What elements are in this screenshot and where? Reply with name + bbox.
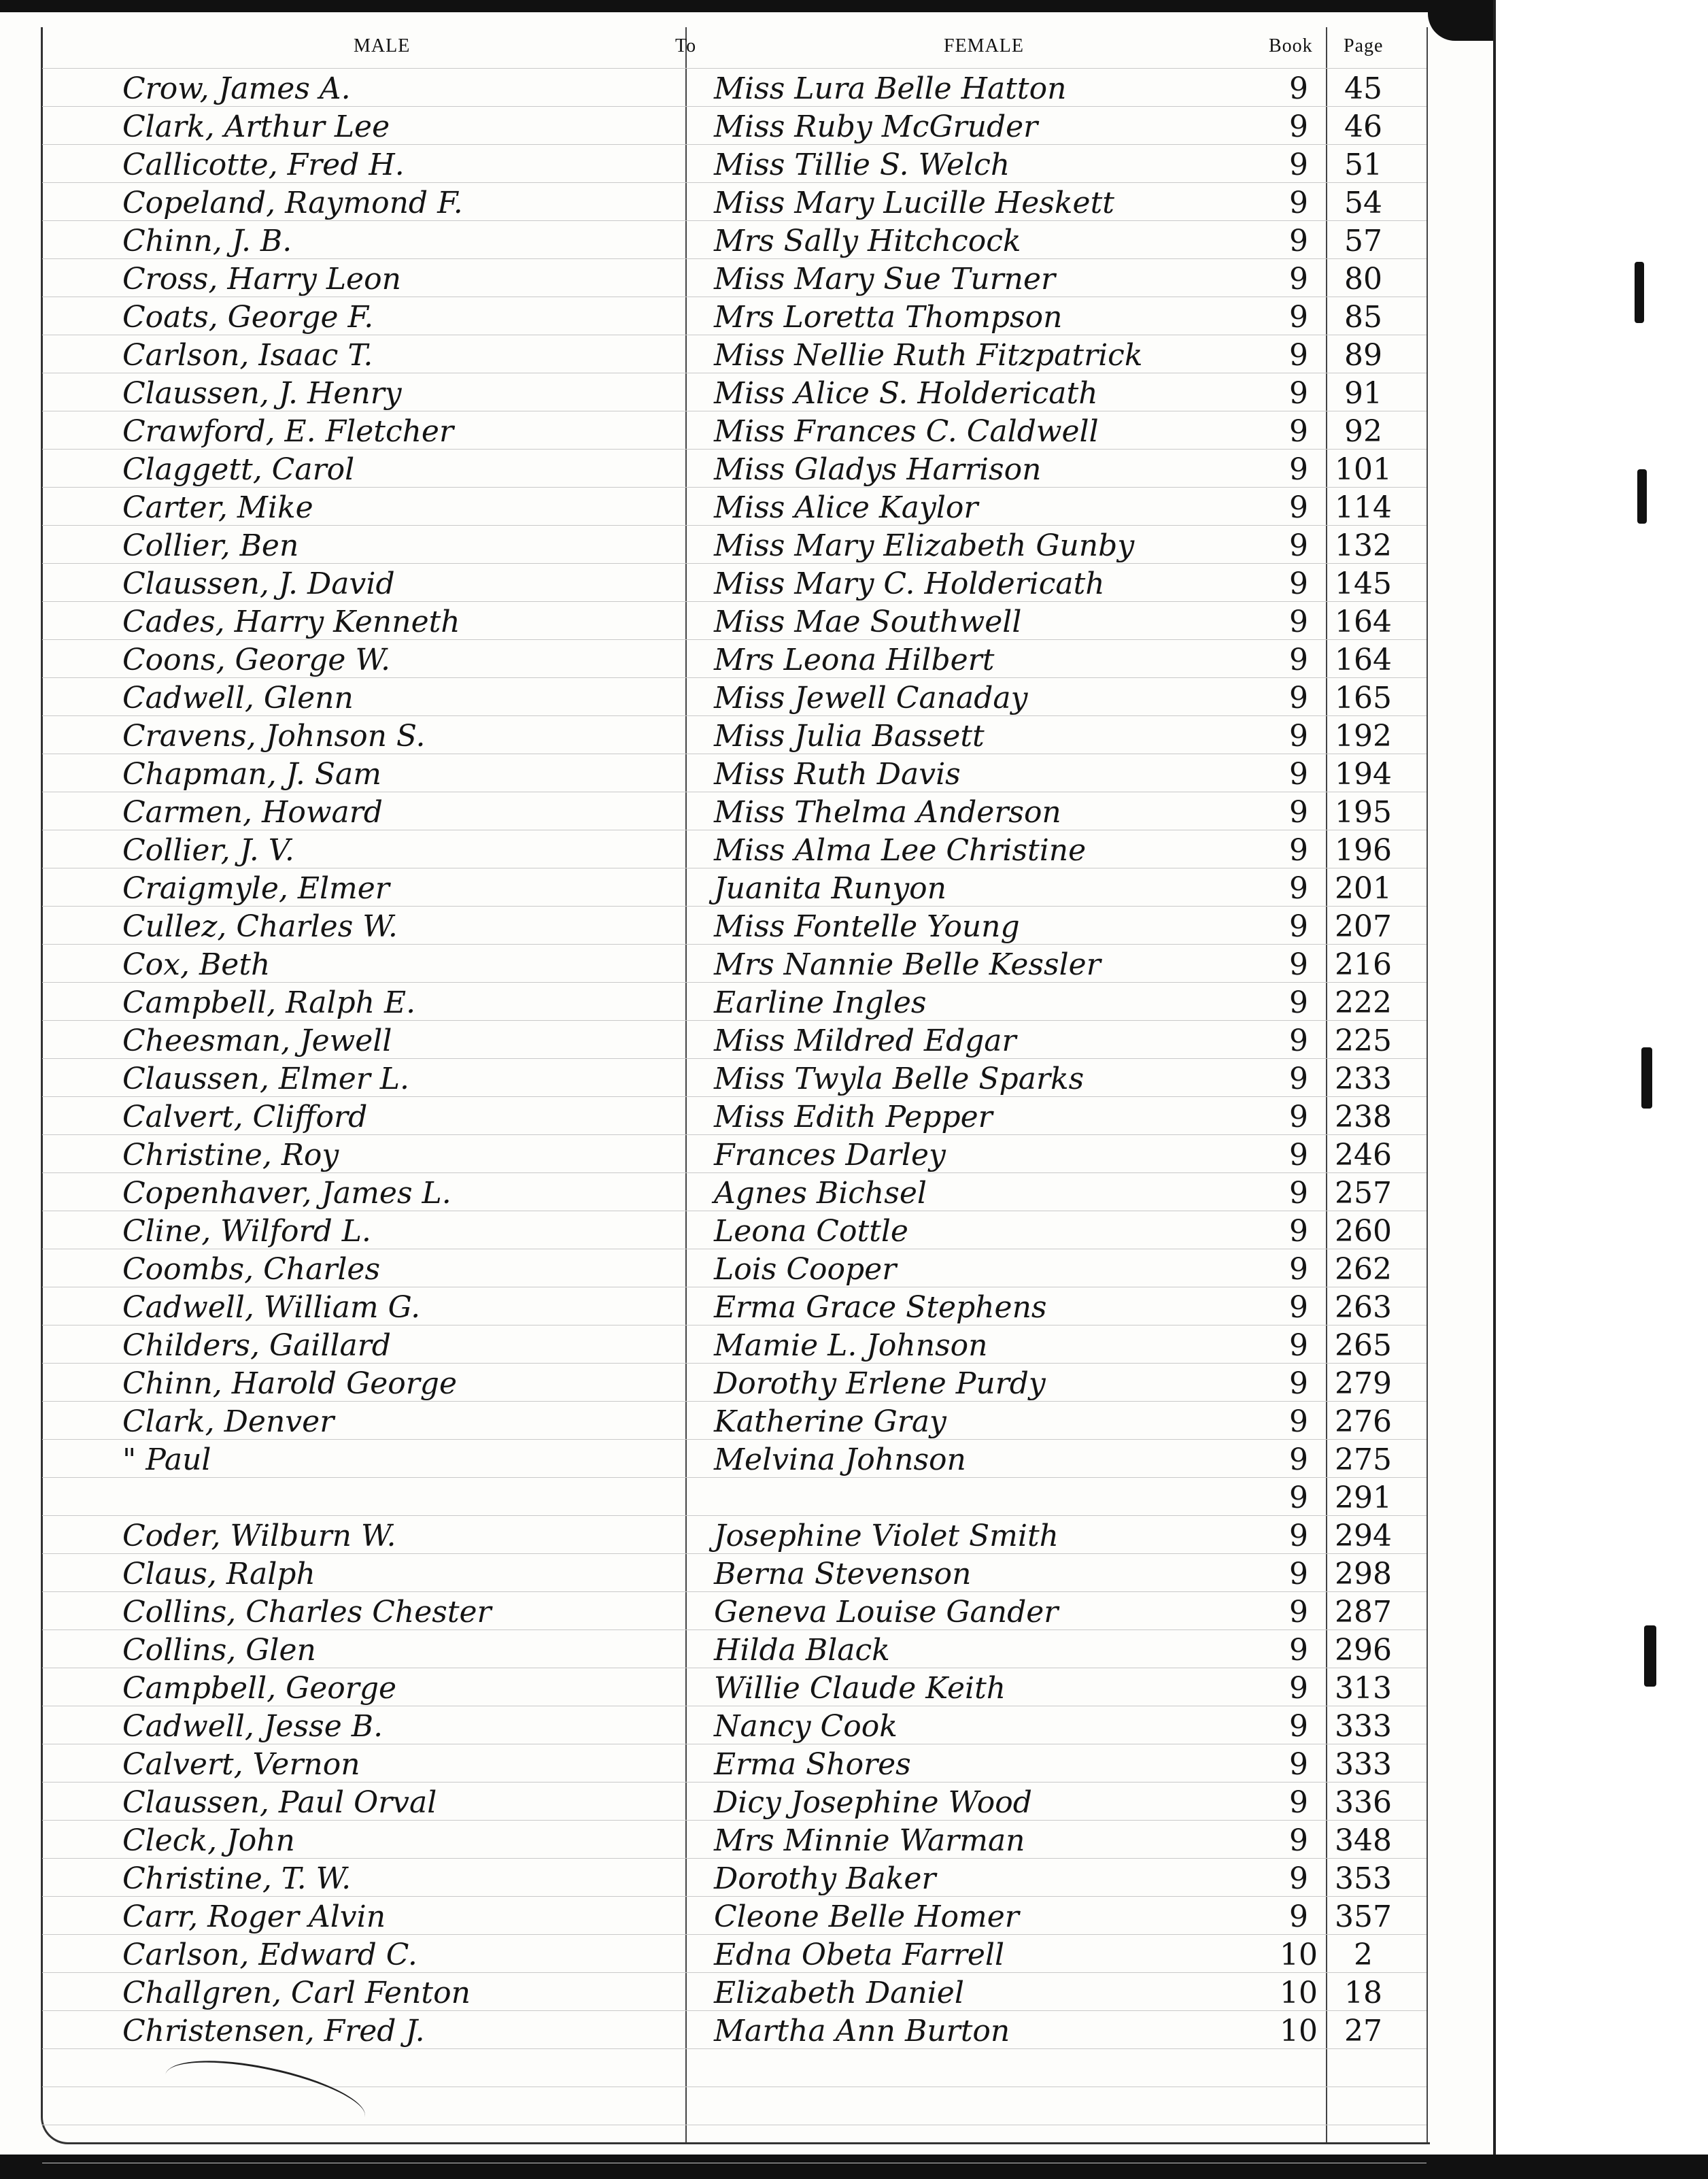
- male-name: Claussen, J. Henry: [122, 376, 402, 411]
- female-name: Juanita Runyon: [714, 871, 947, 906]
- female-name: Josephine Violet Smith: [714, 1519, 1059, 1553]
- page-number: 279: [1335, 1366, 1392, 1401]
- female-name: Miss Ruby McGruder: [714, 109, 1038, 144]
- ruled-line: [42, 2048, 1427, 2049]
- male-name: Claus, Ralph: [122, 1557, 315, 1591]
- book-number: 9: [1289, 1557, 1308, 1591]
- female-name: Mrs Sally Hitchcock: [714, 224, 1021, 258]
- female-name: Mrs Loretta Thompson: [714, 300, 1063, 335]
- female-name: Geneva Louise Gander: [714, 1595, 1059, 1629]
- male-name: Clark, Denver: [122, 1404, 335, 1439]
- book-number: 9: [1289, 719, 1308, 754]
- book-number: 9: [1289, 376, 1308, 411]
- page-number: 89: [1344, 338, 1382, 373]
- female-name: Miss Edith Pepper: [714, 1100, 993, 1134]
- ledger-row: [0, 1249, 1428, 1287]
- page-number: 45: [1344, 71, 1382, 106]
- page-number: 57: [1344, 224, 1382, 258]
- male-name: Challgren, Carl Fenton: [122, 1976, 471, 2010]
- female-name: Mrs Nannie Belle Kessler: [714, 947, 1101, 982]
- book-number: 9: [1289, 1024, 1308, 1058]
- book-number: 9: [1289, 871, 1308, 906]
- ledger-row: [0, 1020, 1428, 1058]
- male-name: Claussen, Paul Orval: [122, 1785, 437, 1820]
- female-name: Frances Darley: [714, 1138, 946, 1172]
- male-name: Christine, T. W.: [122, 1861, 352, 1896]
- male-name: Carlson, Edward C.: [122, 1938, 417, 1972]
- ledger-row: [0, 1744, 1428, 1782]
- ledger-row: [0, 1211, 1428, 1249]
- male-name: Collins, Glen: [122, 1633, 316, 1668]
- book-number: 10: [1280, 1976, 1318, 2010]
- ledger-row: [0, 1629, 1428, 1668]
- book-number: 9: [1289, 1519, 1308, 1553]
- book-number: 9: [1289, 1442, 1308, 1477]
- male-name: Chinn, J. B.: [122, 224, 292, 258]
- ledger-row: [0, 1553, 1428, 1591]
- female-name: Miss Mary Sue Turner: [714, 262, 1056, 297]
- ledger-row: [0, 982, 1428, 1020]
- ledger-row: [0, 449, 1428, 487]
- female-name: Lois Cooper: [714, 1252, 897, 1287]
- page-number: 194: [1335, 757, 1392, 792]
- book-number: 9: [1289, 1404, 1308, 1439]
- ledger-row: [0, 258, 1428, 297]
- female-name: Mrs Minnie Warman: [714, 1823, 1025, 1858]
- book-number: 9: [1289, 681, 1308, 715]
- page-number: 333: [1335, 1747, 1392, 1782]
- female-name: Berna Stevenson: [714, 1557, 972, 1591]
- header-female: FEMALE: [944, 35, 1024, 56]
- scan-edge-right: [1493, 0, 1708, 2179]
- male-name: Cheesman, Jewell: [122, 1024, 392, 1058]
- page-number: 91: [1344, 376, 1382, 411]
- page-number: 80: [1344, 262, 1382, 297]
- female-name: Miss Ruth Davis: [714, 757, 961, 792]
- book-number: 9: [1289, 1290, 1308, 1325]
- ledger-row: [0, 677, 1428, 715]
- binding-mark: [1644, 1625, 1656, 1687]
- male-name: Calvert, Vernon: [122, 1747, 360, 1782]
- book-number: 9: [1289, 605, 1308, 639]
- male-name: Coons, George W.: [122, 643, 390, 677]
- male-name: Callicotte, Fred H.: [122, 148, 405, 182]
- ledger-row: [0, 1439, 1428, 1477]
- female-name: Miss Thelma Anderson: [714, 795, 1061, 830]
- ledger-row: [0, 1515, 1428, 1553]
- female-name: Miss Frances C. Caldwell: [714, 414, 1099, 449]
- book-number: 9: [1289, 643, 1308, 677]
- male-name: Childers, Gaillard: [122, 1328, 391, 1363]
- book-number: 9: [1289, 795, 1308, 830]
- female-name: Miss Mary Elizabeth Gunby: [714, 528, 1135, 563]
- header-to: To: [675, 35, 697, 56]
- male-name: Cullez, Charles W.: [122, 909, 398, 944]
- page-number: 262: [1335, 1252, 1392, 1287]
- page-number: 260: [1335, 1214, 1392, 1249]
- page-number: 233: [1335, 1062, 1392, 1096]
- male-name: Crow, James A.: [122, 71, 351, 106]
- ledger-row: [0, 220, 1428, 258]
- ledger-row: [0, 639, 1428, 677]
- female-name: Miss Alice Kaylor: [714, 490, 978, 525]
- book-number: 9: [1289, 909, 1308, 944]
- ledger-row: [0, 944, 1428, 982]
- book-number: 9: [1289, 109, 1308, 144]
- ledger-row: [0, 144, 1428, 182]
- male-name: Coombs, Charles: [122, 1252, 381, 1287]
- ledger-row: [0, 754, 1428, 792]
- book-number: 9: [1289, 338, 1308, 373]
- ledger-row: [0, 182, 1428, 220]
- book-number: 9: [1289, 1633, 1308, 1668]
- ledger-row: [0, 1134, 1428, 1172]
- header-book: Book: [1269, 35, 1313, 56]
- female-name: Mrs Leona Hilbert: [714, 643, 995, 677]
- book-number: 9: [1289, 1138, 1308, 1172]
- ledger-row: [0, 1934, 1428, 1972]
- female-name: Hilda Black: [714, 1633, 890, 1668]
- book-number: 9: [1289, 224, 1308, 258]
- book-number: 9: [1289, 1671, 1308, 1706]
- book-number: 9: [1289, 1709, 1308, 1744]
- ledger-row: [0, 411, 1428, 449]
- book-number: 9: [1289, 1747, 1308, 1782]
- female-name: Leona Cottle: [714, 1214, 908, 1249]
- male-name: " Paul: [122, 1442, 211, 1477]
- binding-mark: [1637, 469, 1647, 524]
- page-number: 85: [1344, 300, 1382, 335]
- male-name: Crawford, E. Fletcher: [122, 414, 454, 449]
- male-name: Cravens, Johnson S.: [122, 719, 426, 754]
- ledger-row: [0, 1858, 1428, 1896]
- page-number: 101: [1335, 452, 1392, 487]
- male-name: Cadwell, William G.: [122, 1290, 421, 1325]
- female-name: Edna Obeta Farrell: [714, 1938, 1005, 1972]
- book-number: 9: [1289, 452, 1308, 487]
- book-number: 9: [1289, 833, 1308, 868]
- female-name: Martha Ann Burton: [714, 2014, 1010, 2048]
- female-name: Dorothy Erlene Purdy: [714, 1366, 1046, 1401]
- ledger-row: [0, 1668, 1428, 1706]
- page-number: 216: [1335, 947, 1392, 982]
- book-number: 9: [1289, 1366, 1308, 1401]
- female-name: Miss Gladys Harrison: [714, 452, 1042, 487]
- page-number: 165: [1335, 681, 1392, 715]
- male-name: Cadwell, Jesse B.: [122, 1709, 383, 1744]
- book-number: 9: [1289, 1062, 1308, 1096]
- ledger-row: [0, 1325, 1428, 1363]
- ledger-row: [0, 601, 1428, 639]
- book-number: 9: [1289, 262, 1308, 297]
- ledger-row: [0, 868, 1428, 906]
- ledger-row: [0, 1896, 1428, 1934]
- female-name: Miss Jewell Canaday: [714, 681, 1028, 715]
- page-number: 298: [1335, 1557, 1392, 1591]
- ledger-row: [0, 715, 1428, 754]
- page-number: 18: [1344, 1976, 1382, 2010]
- book-number: 9: [1289, 1100, 1308, 1134]
- female-name: Miss Mae Southwell: [714, 605, 1022, 639]
- female-name: Erma Grace Stephens: [714, 1290, 1047, 1325]
- male-name: Claussen, J. David: [122, 567, 395, 601]
- page-number: 195: [1335, 795, 1392, 830]
- ledger-row: [0, 906, 1428, 944]
- book-number: 9: [1289, 1176, 1308, 1211]
- female-name: Miss Mildred Edgar: [714, 1024, 1017, 1058]
- book-number: 9: [1289, 71, 1308, 106]
- page-number: 46: [1344, 109, 1382, 144]
- ledger-row: [0, 1401, 1428, 1439]
- male-name: Cadwell, Glenn: [122, 681, 354, 715]
- ledger-row: [0, 1782, 1428, 1820]
- male-name: Chinn, Harold George: [122, 1366, 457, 1401]
- ledger-row: [0, 1706, 1428, 1744]
- book-number: 10: [1280, 1938, 1318, 1972]
- female-name: Dorothy Baker: [714, 1861, 936, 1896]
- book-number: 10: [1280, 2014, 1318, 2048]
- page-number: 263: [1335, 1290, 1392, 1325]
- female-name: Miss Mary Lucille Heskett: [714, 186, 1114, 220]
- ledger-row: [0, 106, 1428, 144]
- female-name: Erma Shores: [714, 1747, 911, 1782]
- male-name: Copenhaver, James L.: [122, 1176, 451, 1211]
- header-page: Page: [1344, 35, 1384, 56]
- page-number: 207: [1335, 909, 1392, 944]
- male-name: Claussen, Elmer L.: [122, 1062, 409, 1096]
- book-number: 9: [1289, 1481, 1308, 1515]
- female-name: Nancy Cook: [714, 1709, 898, 1744]
- ledger-row: [0, 525, 1428, 563]
- page-number: 246: [1335, 1138, 1392, 1172]
- page-number: 313: [1335, 1671, 1392, 1706]
- female-name: Elizabeth Daniel: [714, 1976, 964, 2010]
- book-number: 9: [1289, 1214, 1308, 1249]
- page-number: 201: [1335, 871, 1392, 906]
- page-number: 294: [1335, 1519, 1392, 1553]
- book-number: 9: [1289, 1861, 1308, 1896]
- female-name: Miss Julia Bassett: [714, 719, 985, 754]
- ledger-row: [0, 1287, 1428, 1325]
- ledger-row: [0, 563, 1428, 601]
- book-number: 9: [1289, 985, 1308, 1020]
- page-number: 348: [1335, 1823, 1392, 1858]
- female-name: Melvina Johnson: [714, 1442, 966, 1477]
- male-name: Christensen, Fred J.: [122, 2014, 425, 2048]
- page-number: 145: [1335, 567, 1392, 601]
- page-number: 164: [1335, 643, 1392, 677]
- male-name: Cross, Harry Leon: [122, 262, 401, 297]
- binding-mark: [1641, 1047, 1652, 1109]
- book-number: 9: [1289, 1899, 1308, 1934]
- page-number: 2: [1354, 1938, 1373, 1972]
- page-number: 265: [1335, 1328, 1392, 1363]
- male-name: Carlson, Isaac T.: [122, 338, 373, 373]
- page-number: 357: [1335, 1899, 1392, 1934]
- page-number: 353: [1335, 1861, 1392, 1896]
- book-number: 9: [1289, 1785, 1308, 1820]
- page-number: 192: [1335, 719, 1392, 754]
- male-name: Campbell, George: [122, 1671, 397, 1706]
- page-number: 92: [1344, 414, 1382, 449]
- page-number: 276: [1335, 1404, 1392, 1439]
- header-male: MALE: [354, 35, 411, 56]
- ledger-row: [0, 1477, 1428, 1515]
- page-number: 238: [1335, 1100, 1392, 1134]
- male-name: Carr, Roger Alvin: [122, 1899, 386, 1934]
- male-name: Clark, Arthur Lee: [122, 109, 390, 144]
- page-number: 333: [1335, 1709, 1392, 1744]
- page-number: 291: [1335, 1481, 1392, 1515]
- page-number: 257: [1335, 1176, 1392, 1211]
- ledger-row: [0, 335, 1428, 373]
- male-name: Craigmyle, Elmer: [122, 871, 390, 906]
- male-name: Collier, J. V.: [122, 833, 294, 868]
- male-name: Cline, Wilford L.: [122, 1214, 371, 1249]
- ledger-row: [0, 297, 1428, 335]
- ledger-row: [0, 1972, 1428, 2010]
- book-number: 9: [1289, 947, 1308, 982]
- female-name: Earline Ingles: [714, 985, 927, 1020]
- ledger-row: [0, 830, 1428, 868]
- page-number: 164: [1335, 605, 1392, 639]
- binding-mark: [1635, 262, 1644, 323]
- book-number: 9: [1289, 186, 1308, 220]
- book-number: 9: [1289, 414, 1308, 449]
- female-name: Miss Tillie S. Welch: [714, 148, 1010, 182]
- female-name: Miss Alma Lee Christine: [714, 833, 1087, 868]
- page-number: 287: [1335, 1595, 1392, 1629]
- male-name: Coder, Wilburn W.: [122, 1519, 396, 1553]
- page-number: 27: [1344, 2014, 1382, 2048]
- page-number: 132: [1335, 528, 1392, 563]
- page-number: 51: [1344, 148, 1382, 182]
- page-number: 275: [1335, 1442, 1392, 1477]
- ledger-row: [0, 373, 1428, 411]
- book-number: 9: [1289, 1252, 1308, 1287]
- female-name: Miss Nellie Ruth Fitzpatrick: [714, 338, 1143, 373]
- page-number: 336: [1335, 1785, 1392, 1820]
- book-number: 9: [1289, 1823, 1308, 1858]
- female-name: Agnes Bichsel: [714, 1176, 927, 1211]
- page-number: 225: [1335, 1024, 1392, 1058]
- male-name: Chapman, J. Sam: [122, 757, 381, 792]
- book-number: 9: [1289, 148, 1308, 182]
- ledger-row: [0, 68, 1428, 106]
- male-name: Cox, Beth: [122, 947, 271, 982]
- book-number: 9: [1289, 567, 1308, 601]
- female-name: Miss Twyla Belle Sparks: [714, 1062, 1084, 1096]
- ledger-row: [0, 2010, 1428, 2048]
- scan-edge-bottom: [0, 2155, 1708, 2179]
- page-number: 296: [1335, 1633, 1392, 1668]
- female-name: Cleone Belle Homer: [714, 1899, 1019, 1934]
- page-number: 54: [1344, 186, 1382, 220]
- ledger-row: [0, 1363, 1428, 1401]
- book-number: 9: [1289, 300, 1308, 335]
- male-name: Collins, Charles Chester: [122, 1595, 492, 1629]
- ledger-row: [0, 487, 1428, 525]
- page-number: 114: [1335, 490, 1392, 525]
- book-number: 9: [1289, 1595, 1308, 1629]
- male-name: Carter, Mike: [122, 490, 313, 525]
- male-name: Copeland, Raymond F.: [122, 186, 463, 220]
- book-number: 9: [1289, 757, 1308, 792]
- ledger-row: [0, 792, 1428, 830]
- female-name: Miss Lura Belle Hatton: [714, 71, 1067, 106]
- female-name: Willie Claude Keith: [714, 1671, 1006, 1706]
- female-name: Dicy Josephine Wood: [714, 1785, 1032, 1820]
- female-name: Miss Alice S. Holdericath: [714, 376, 1098, 411]
- book-number: 9: [1289, 528, 1308, 563]
- page-number: 196: [1335, 833, 1392, 868]
- male-name: Cleck, John: [122, 1823, 295, 1858]
- male-name: Calvert, Clifford: [122, 1100, 368, 1134]
- page-number: 222: [1335, 985, 1392, 1020]
- male-name: Carmen, Howard: [122, 795, 383, 830]
- male-name: Collier, Ben: [122, 528, 299, 563]
- ledger-row: [0, 1591, 1428, 1629]
- female-name: Miss Mary C. Holdericath: [714, 567, 1105, 601]
- ledger-row: [0, 1172, 1428, 1211]
- male-name: Claggett, Carol: [122, 452, 355, 487]
- ledger-row: [0, 1058, 1428, 1096]
- book-number: 9: [1289, 1328, 1308, 1363]
- book-number: 9: [1289, 490, 1308, 525]
- ledger-row: [0, 1820, 1428, 1858]
- male-name: Cades, Harry Kenneth: [122, 605, 460, 639]
- female-name: Mamie L. Johnson: [714, 1328, 988, 1363]
- male-name: Campbell, Ralph E.: [122, 985, 416, 1020]
- female-name: Miss Fontelle Young: [714, 909, 1020, 944]
- female-name: Katherine Gray: [714, 1404, 946, 1439]
- male-name: Coats, George F.: [122, 300, 374, 335]
- ledger-row: [0, 1096, 1428, 1134]
- male-name: Christine, Roy: [122, 1138, 339, 1172]
